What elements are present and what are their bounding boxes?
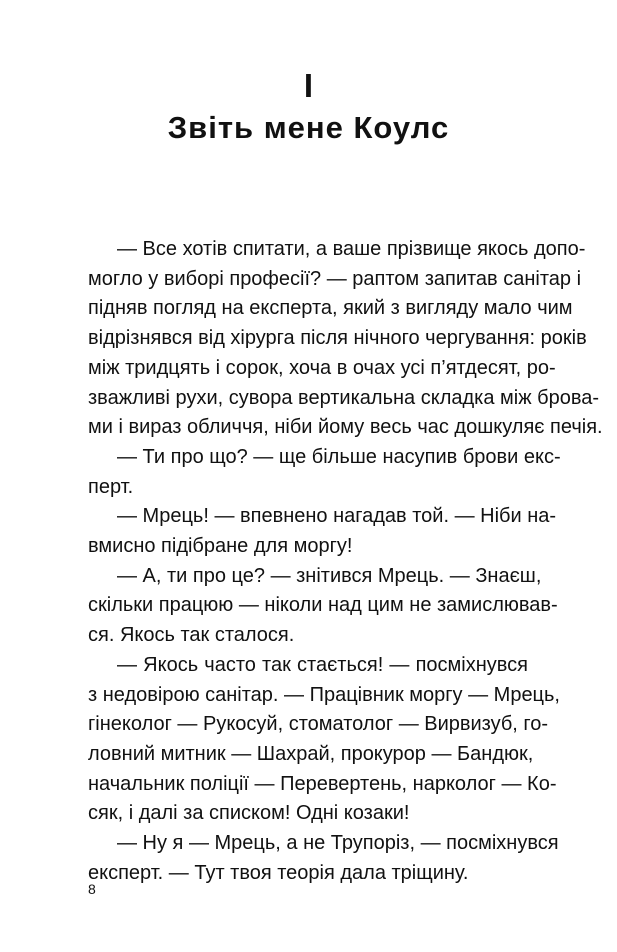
text-line: — Мрець! — впевнено нагадав той. — Ніби на- [117,505,557,528]
chapter-number: I [303,67,314,104]
text-line: між тридцять і сорок, хоча в очах усі п’ятдесят, ро- [88,356,556,379]
text-line: підняв погляд на експерта, який з вигляду мало чим [88,297,573,320]
text-line: — Ну я — Мрець, а не Трупоріз, — посміхнувся [117,832,559,855]
text-line: зважливі рухи, сувора вертикальна складка між брова- [88,386,600,409]
text-line: ми і вираз обличчя, ніби йому весь час дошкуляє печія. [88,416,603,439]
text-line: — Ти про що? — ще більше насупив брови екс- [117,445,561,468]
text-line: гінеколог — Рукосуй, стоматолог — Вирвизуб, го- [88,713,549,736]
text-line: — Якось часто так стається! — посміхнувся [117,653,528,676]
text-line: — А, ти про це? — знітився Мрець. — Знаєш, [117,564,542,587]
text-line: скільки працюю — ніколи над цим не замислював- [88,594,558,617]
text-line: перт. [88,475,134,498]
text-line: могло у виборі професії? — раптом запитав санітар і [88,267,582,290]
page-number: 8 [88,881,96,897]
text-line: начальник поліції — Перевертень, нарколог — Ко- [88,772,557,795]
text-line: вмисно підібране для моргу! [88,535,353,558]
body-text [88,235,603,888]
text-line: ся. Якось так сталося. [88,624,295,647]
chapter-title: Звіть мене Коулс [167,110,450,145]
text-line: експерт. — Тут твоя теорія дала тріщину. [88,861,469,884]
text-line: сяк, і далі за списком! Одні козаки! [88,802,410,825]
text-line: відрізнявся від хірурга після нічного чергування: років [88,327,587,350]
text-line: ловний митник — Шахрай, прокурор — Бандюк, [88,742,534,765]
text-line: — Все хотів спитати, а ваше прізвище якось допо- [117,238,586,260]
text-line: з недовірою санітар. — Працівник моргу — Мрець, [88,683,560,706]
